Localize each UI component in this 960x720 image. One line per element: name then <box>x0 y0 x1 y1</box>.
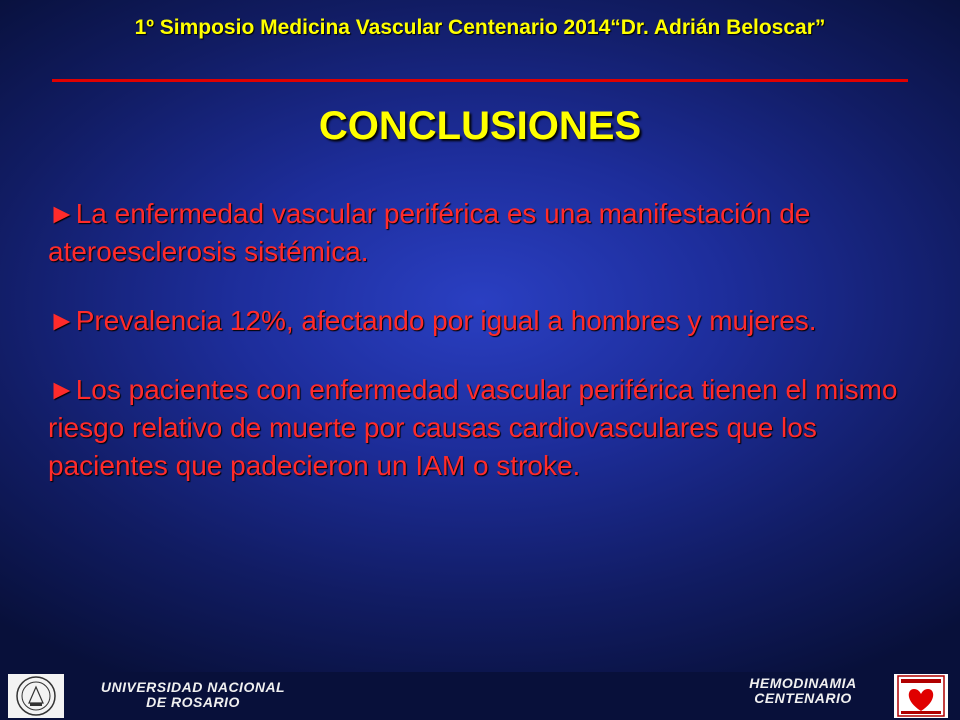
university-label <box>88 680 298 710</box>
hemodinamia-line2: CENTENARIO <box>754 690 852 706</box>
hemodinamia-heart-logo-icon <box>894 674 948 718</box>
bullet-item <box>48 195 898 271</box>
header-divider <box>52 79 908 82</box>
bullet-arrow-icon: ► <box>48 198 76 229</box>
symposium-header: 1º Simposio Medicina Vascular Centenario 2014“Dr. Adrián Beloscar” <box>134 16 826 39</box>
bullet-text: Los pacientes con enfermedad vascular periférica tienen el mismo riesgo relativo de muerte por causas cardiovasculares que los pacientes que padecieron un IAM o stroke. <box>48 374 898 481</box>
slide-title: CONCLUSIONES <box>318 104 642 148</box>
university-line1: UNIVERSIDAD NACIONAL <box>100 679 286 695</box>
bullet-text: Prevalencia 12%, afectando por igual a hombres y mujeres. <box>75 305 817 336</box>
university-line2: DE ROSARIO <box>146 694 240 710</box>
hemodinamia-line1: HEMODINAMIA <box>749 675 857 691</box>
bullet-item <box>48 302 898 340</box>
bullet-text: La enfermedad vascular periférica es una manifestación de ateroesclerosis sistémica. <box>48 198 811 267</box>
bullet-arrow-icon: ► <box>48 374 76 405</box>
bullet-arrow-icon: ► <box>48 305 76 336</box>
bullet-list <box>48 195 898 516</box>
hemodinamia-label <box>738 676 868 706</box>
university-seal-icon <box>8 674 64 718</box>
bullet-item <box>48 371 898 485</box>
